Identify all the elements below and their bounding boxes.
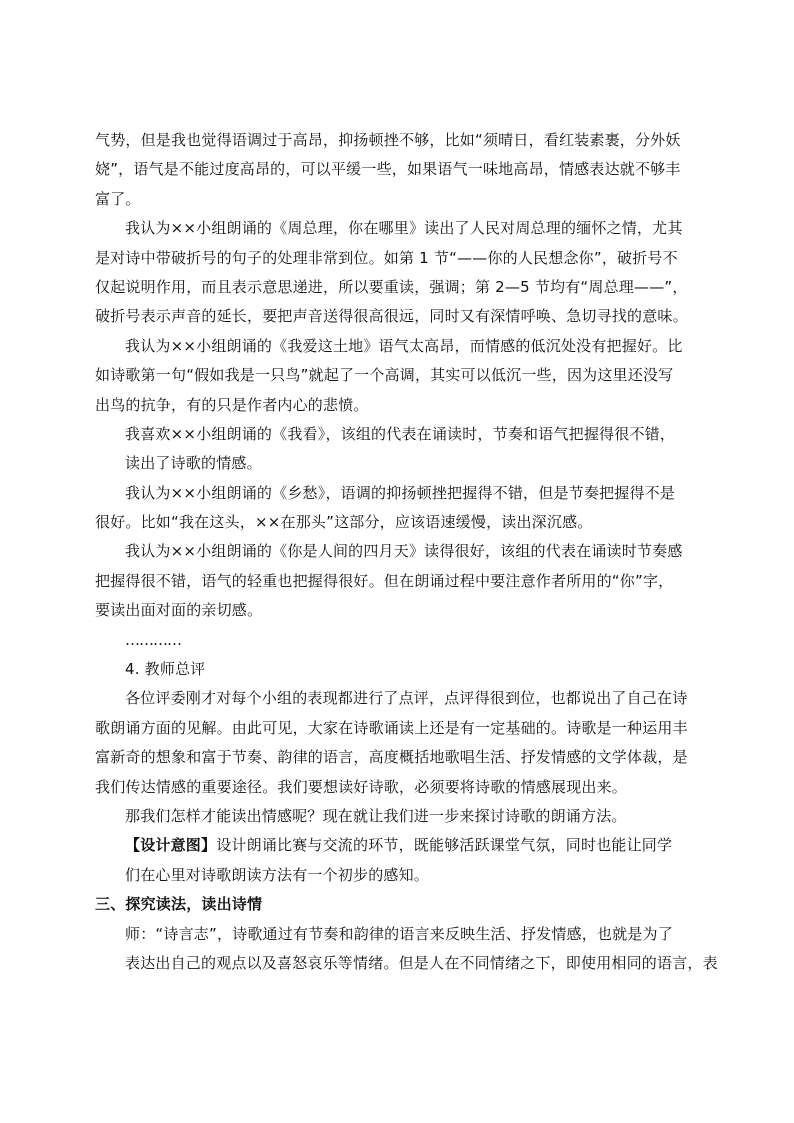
ellipsis-line: ………… (125, 630, 181, 649)
text-line: 我认为××小组朗诵的《周总理，你在哪里》读出了人民对周总理的缅怀之情，尤其 (125, 219, 683, 238)
text-line: 我认为××小组朗诵的《我爱这土地》语气太高昂，而情感的低沉处没有把握好。比 (125, 336, 683, 355)
text-line: 富了。 (95, 189, 141, 208)
text-line: 仅起说明作用，而且表示意思递进，所以要重读，强调；第 2—5 节均有“周总理——”， (95, 277, 688, 296)
section-heading: 三、探究读法，读出诗情 (95, 895, 263, 914)
design-intent-text: 设计朗诵比赛与交流的环节，既能够活跃课堂气氛，同时也能让同学 (216, 836, 673, 855)
text-line: 各位评委刚才对每个小组的表现都进行了点评，点评得很到位，也都说出了自己在诗 (125, 689, 688, 708)
section-subheading: 4. 教师总评 (125, 660, 206, 679)
text-line: 我们传达情感的重要途径。我们要想读好诗歌，必须要将诗歌的情感展现出来。 (95, 777, 628, 796)
text-line: 气势，但是我也觉得语调过于高昂，抑扬顿挫不够，比如“须晴日，看红装素裹，分外妖 (95, 131, 681, 149)
text-line: 富新奇的想象和富于节奏、韵律的语言，高度概括地歌唱生活、抒发情感的文学体裁，是 (95, 748, 688, 767)
text-line: 我认为××小组朗诵的《乡愁》，语调的抑扬顿挫把握得不错，但是节奏把握得不是 (125, 483, 676, 502)
text-line: 歌朗诵方面的见解。由此可见，大家在诗歌诵读上还是有一定基础的。诗歌是一种运用丰 (95, 718, 688, 737)
text-line: 那我们怎样才能读出情感呢？现在就让我们进一步来探讨诗歌的朗诵方法。 (125, 806, 627, 825)
text-line: 是对诗中带破折号的句子的处理非常到位。如第 1 节“——你的人民想念你”，破折号不 (95, 248, 678, 267)
text-line: 表达出自己的观点以及喜怒哀乐等情绪。但是人在不同情绪之下，即使用相同的语言，表 (125, 953, 718, 972)
text-line: 师：“诗言志”，诗歌通过有节奏和韵律的语言来反映生活、抒发情感，也就是为了 (125, 924, 673, 943)
text-line: 把握得很不错，语气的轻重也把握得很好。但在朗诵过程中要注意作者所用的“你”字， (95, 571, 674, 590)
text-line: 很好。比如“我在这头，××在那头”这部分，应该语速缓慢，读出深沉感。 (95, 513, 593, 532)
design-intent-line (95, 831, 715, 860)
text-line: 如诗歌第一句“假如我是一只鸟”就起了一个高调，其实可以低沉一些，因为这里还没写 (95, 366, 674, 385)
text-line: 我认为××小组朗诵的《你是人间的四月天》读得很好，该组的代表在诵读时节奏感 (125, 542, 683, 561)
document-page (95, 126, 718, 978)
text-line: 出鸟的抗争，有的只是作者内心的悲愤。 (95, 395, 369, 414)
text-line: 读出了诗歌的情感。 (125, 454, 262, 473)
text-line: 我喜欢××小组朗诵的《我看》，该组的代表在诵读时，节奏和语气把握得很不错， (125, 424, 676, 443)
text-line: 破折号表示声音的延长，要把声音送得很高很远，同时又有深情呼唤、急切寻找的意味。 (95, 307, 688, 326)
text-line: 要读出面对面的亲切感。 (95, 601, 263, 620)
text-line: 娆”，语气是不能过度高昂的，可以平缓一些，如果语气一味地高昂，情感表达就不够丰 (95, 160, 681, 179)
text-line: 们在心里对诗歌朗读方法有一个初步的感知。 (125, 865, 430, 884)
design-intent-label: 【设计意图】 (125, 836, 217, 855)
